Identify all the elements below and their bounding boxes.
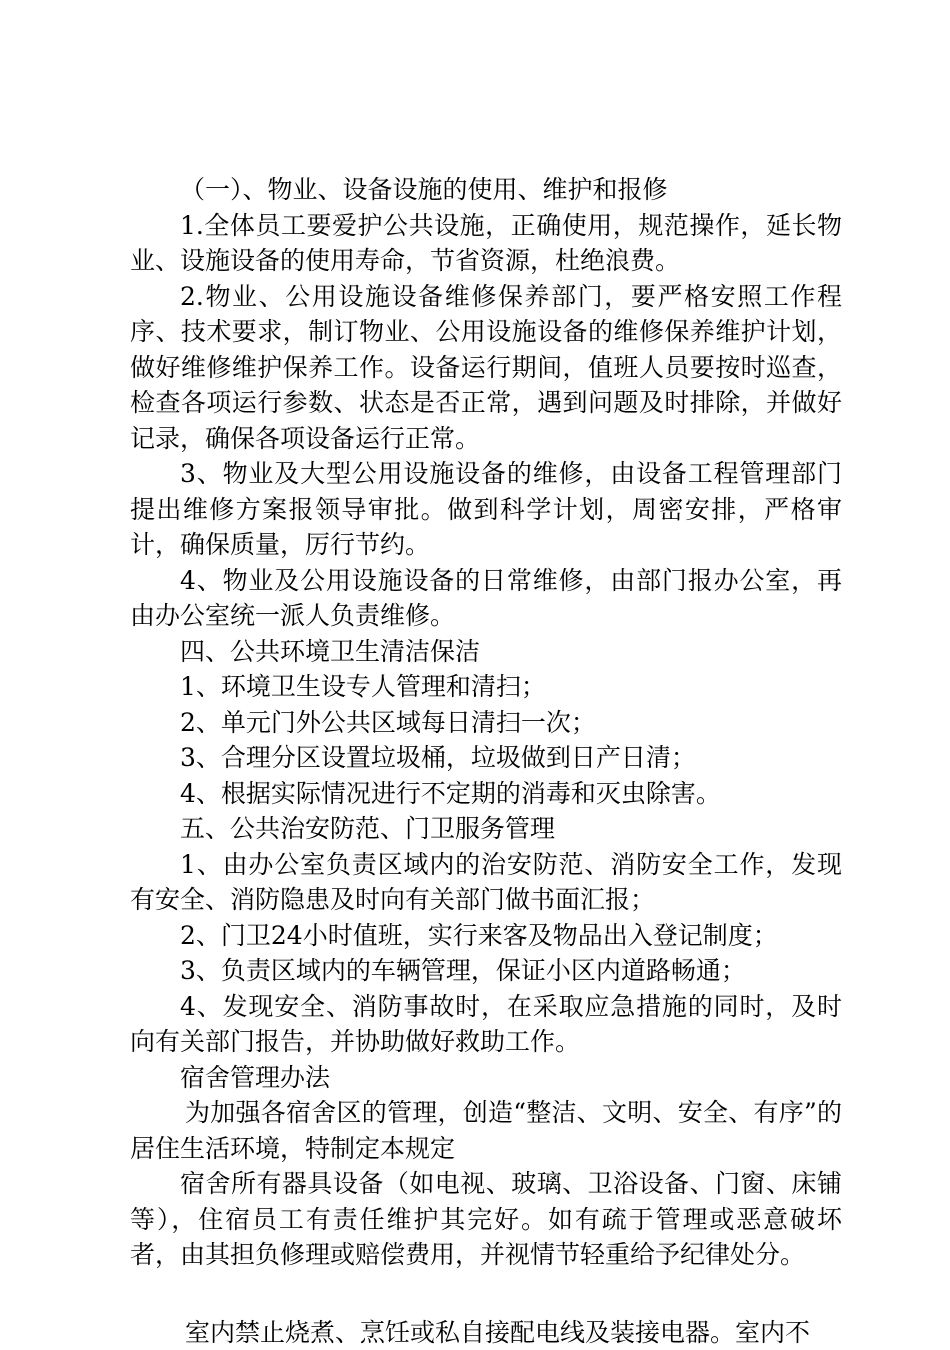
list-item: 4、发现安全、消防事故时，在采取应急措施的同时，及时向有关部门报告，并协助做好救助工作。: [130, 989, 842, 1060]
document-body: [130, 172, 842, 1350]
dormitory-rule: 室内禁止烧煮、烹饪或私自接配电线及装接电器。室内不: [130, 1315, 842, 1350]
section-heading-1: （一）、物业、设备设施的使用、维护和报修: [130, 172, 842, 208]
list-item: 3、合理分区设置垃圾桶，垃圾做到日产日清；: [130, 740, 842, 776]
dormitory-rule: 宿舍所有器具设备（如电视、玻璃、卫浴设备、门窗、床铺等），住宿员工有责任维护其完好。如有疏于管理或恶意破坏者，由其担负修理或赔偿费用，并视情节轻重给予纪律处分。: [130, 1166, 842, 1273]
list-item: 2、门卫24小时值班，实行来客及物品出入登记制度；: [130, 918, 842, 954]
list-item: 1、环境卫生设专人管理和清扫；: [130, 669, 842, 705]
list-item: 1、由办公室负责区域内的治安防范、消防安全工作，发现有安全、消防隐患及时向有关部门做书面汇报；: [130, 847, 842, 918]
paragraph: 1.全体员工要爱护公共设施，正确使用，规范操作，延长物业、设施设备的使用寿命，节省资源，杜绝浪费。: [130, 208, 842, 279]
list-item: 4、根据实际情况进行不定期的消毒和灭虫除害。: [130, 776, 842, 812]
dormitory-title: 宿舍管理办法: [130, 1060, 842, 1096]
paragraph: 2.物业、公用设施设备维修保养部门，要严格安照工作程序、技术要求，制订物业、公用设施设备的维修保养维护计划，做好维修维护保养工作。设备运行期间，值班人员要按时巡查，检查各项运行参数、状态是否正常，遇到问题及时排除，并做好记录，确保各项设备运行正常。: [130, 279, 842, 457]
dormitory-intro: 为加强各宿舍区的管理，创造“整洁、文明、安全、有序”的居住生活环境，特制定本规定: [130, 1095, 842, 1166]
paragraph: 4、物业及公用设施设备的日常维修，由部门报办公室，再由办公室统一派人负责维修。: [130, 563, 842, 634]
section-heading-4: 四、公共环境卫生清洁保洁: [130, 634, 842, 670]
section-heading-5: 五、公共治安防范、门卫服务管理: [130, 811, 842, 847]
list-item: 2、单元门外公共区域每日清扫一次；: [130, 705, 842, 741]
paragraph: 3、物业及大型公用设施设备的维修，由设备工程管理部门提出维修方案报领导审批。做到科学计划，周密安排，严格审计，确保质量，厉行节约。: [130, 456, 842, 563]
list-item: 3、负责区域内的车辆管理，保证小区内道路畅通；: [130, 953, 842, 989]
